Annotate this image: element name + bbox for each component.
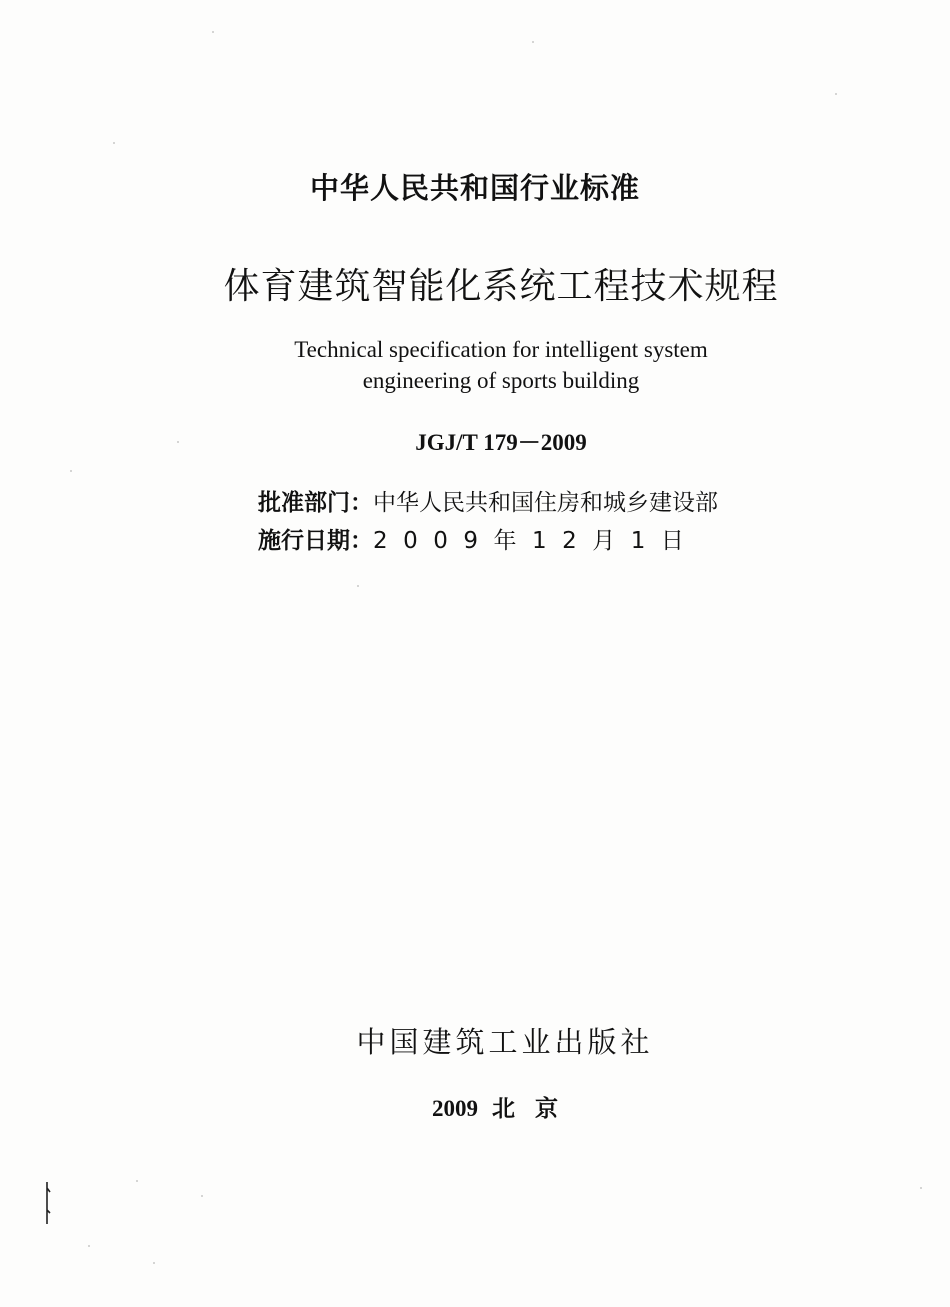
publication-city: 北京 (492, 1096, 578, 1122)
approval-label: 批准部门： (258, 490, 373, 516)
scan-speck (153, 1262, 155, 1264)
standard-code: JGJ/T 179－2009 (415, 430, 587, 455)
scan-speck (212, 31, 214, 33)
scan-speck (136, 1180, 138, 1182)
title-english-line-1: Technical specification for intelligent system (294, 337, 708, 362)
scan-speck (920, 1187, 922, 1189)
effective-label: 施行日期： (258, 528, 373, 554)
publisher: 中国建筑工业出版社 (356, 1025, 654, 1059)
title-english-line-2: engineering of sports building (362, 368, 640, 393)
scan-speck (177, 441, 179, 443)
approval-value: 中华人民共和国住房和城乡建设部 (373, 490, 718, 516)
scan-speck (113, 142, 115, 144)
publication-year-place (30, 1090, 950, 1123)
scan-speck (835, 93, 837, 95)
effective-date (258, 522, 699, 555)
approval-department (258, 484, 718, 517)
title-english (26, 334, 950, 396)
scan-speck (88, 1245, 90, 1247)
title-chinese: 体育建筑智能化系统工程技术规程 (223, 266, 779, 307)
scan-speck (357, 585, 359, 587)
scan-speck (70, 470, 72, 472)
standard-category: 中华人民共和国行业标准 (309, 171, 640, 205)
effective-value: 2009年12月1日 (373, 528, 700, 554)
publication-year: 2009 (432, 1096, 478, 1121)
scan-speck (201, 1195, 203, 1197)
scan-speck (532, 41, 534, 43)
scan-artifact-mark (45, 1180, 51, 1226)
